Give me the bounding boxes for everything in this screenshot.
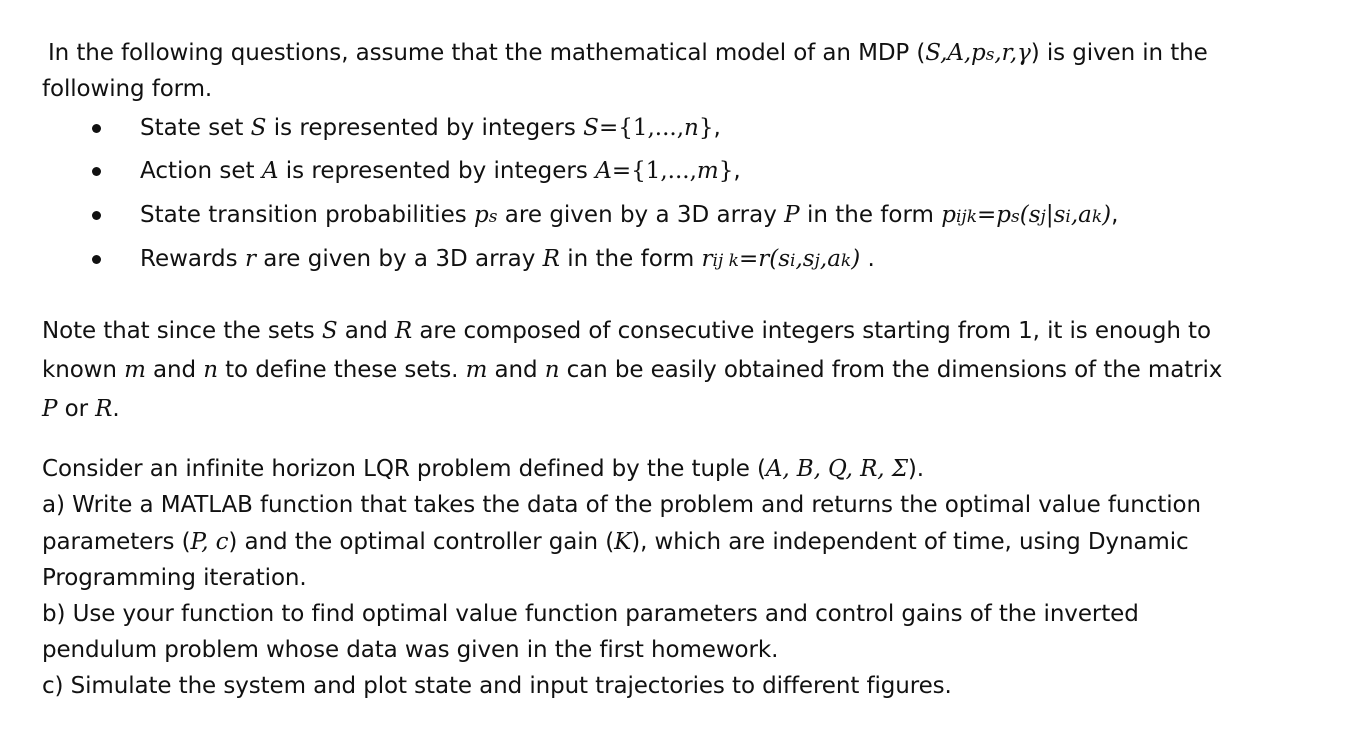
math-state-set: S	[583, 115, 599, 141]
math-m: m	[465, 357, 488, 383]
intro-line-1	[48, 38, 1208, 70]
math-ps: ps	[474, 202, 498, 228]
bullet-text: in the form	[799, 202, 942, 228]
note-text: or	[57, 396, 96, 422]
bullet-text: Action set	[140, 158, 262, 184]
bullet-text: Rewards	[140, 246, 245, 272]
math-A: A	[261, 158, 279, 184]
lqr-text: ).	[907, 456, 924, 482]
bullet-text: .	[860, 246, 875, 272]
lqr-line-3	[42, 527, 1189, 557]
math-P: P	[42, 396, 58, 422]
note-text: .	[112, 396, 120, 422]
math-n: n	[544, 357, 560, 383]
mdp-tuple-math: S,A,ps,r,γ	[925, 40, 1031, 66]
bullet-text: are given by a 3D array	[497, 202, 785, 228]
bullet-text: ,	[733, 158, 741, 184]
intro-text-end: ) is given in the	[1030, 40, 1208, 66]
note-line-1	[42, 316, 1211, 346]
lqr-text: ), which are independent of time, using Dynamic	[631, 529, 1189, 555]
note-text: known	[42, 357, 125, 383]
lqr-text: parameters (	[42, 529, 191, 555]
lqr-text: ) and the optimal controller gain (	[228, 529, 615, 555]
document-page: In the following questions, assume that the mathematical model of an MDP (S,A,ps,r,γ) is given in the following form. State set S is represented by integers S={1,...,n}, Action set A is represented by integers A={1,...,m}, State transition probabilities ps are given by a 3D array P in the form pijk=ps(sj|si,ak), Rewards r are given by a 3D array R in the form rij k=r(si,sj,ak) . Note that since the sets S and R are composed of consecutive integers starting from 1, it is enough to known m and n to define these sets. m and n can be easily obtained from the dimensions of the matrix P or R. Consider an infinite horizon LQR problem defined by the tuple (A, B, Q, R, Σ). a) Write a MATLAB function that takes the data of the problem and returns the optimal value function parameters (P, c) and the optimal controller gain (K), which are independent of time, using Dynamic Programming iteration. b) Use your function to find optimal value function parameters and control gains of the inverted pendulum problem whose data was given in the first homework. c) Simulate the system and plot state and input trajectories to different figures.	[42, 40, 1223, 699]
intro-line-2: following form.	[42, 76, 213, 102]
math-action-set: A	[595, 158, 612, 184]
math-P-c: P, c	[190, 529, 229, 555]
bullet-icon	[92, 124, 101, 133]
math-S: S	[321, 318, 338, 344]
math-P: P	[784, 202, 800, 228]
math-S: S	[250, 115, 267, 141]
intro-text: In the following questions, assume that the mathematical model of an MDP (	[48, 40, 926, 66]
bullet-icon	[92, 167, 101, 176]
math-R: R	[394, 318, 413, 344]
bullet-text: ,	[713, 115, 721, 141]
math-transition-formula: pijk=ps(sj|si,ak)	[941, 202, 1112, 228]
bullet-text: ,	[1111, 202, 1119, 228]
lqr-part-c: c) Simulate the system and plot state and input trajectories to different figures.	[42, 673, 952, 699]
bullet-icon	[92, 255, 101, 264]
note-line-3	[42, 394, 120, 424]
lqr-part-a: a) Write a MATLAB function that takes the data of the problem and returns the optimal value function	[42, 492, 1201, 518]
lqr-part-b: b) Use your function to find optimal value function parameters and control gains of the inverted	[42, 601, 1139, 627]
math-R: R	[542, 246, 560, 272]
note-text: and	[487, 357, 545, 383]
note-line-2	[42, 355, 1222, 385]
math-lqr-tuple: A, B, Q, R, Σ	[765, 456, 908, 482]
math-r: r	[244, 246, 256, 272]
note-text: can be easily obtained from the dimensions of the matrix	[559, 357, 1223, 383]
note-text: Note that since the sets	[42, 318, 322, 344]
bullet-text: in the form	[559, 246, 702, 272]
lqr-line-4: Programming iteration.	[42, 565, 307, 591]
math-K: K	[614, 529, 632, 555]
bullet-text: is represented by integers	[278, 158, 596, 184]
bullet-text: State transition probabilities	[140, 202, 475, 228]
math-m: m	[124, 357, 146, 383]
math-reward-formula: rij k=r(si,sj,ak)	[701, 246, 861, 272]
note-text: are composed of consecutive integers starting from 1, it is enough to	[412, 318, 1211, 344]
note-text: to define these sets.	[217, 357, 466, 383]
bullet-icon	[92, 211, 101, 220]
lqr-line-1	[42, 454, 924, 484]
bullet-text: State set	[140, 115, 251, 141]
bullet-text: is represented by integers	[266, 115, 584, 141]
note-text: and	[337, 318, 395, 344]
lqr-line-6: pendulum problem whose data was given in the first homework.	[42, 637, 779, 663]
lqr-text: Consider an infinite horizon LQR problem defined by the tuple (	[42, 456, 766, 482]
note-text: and	[145, 357, 204, 383]
math-R: R	[95, 396, 113, 422]
bullet-text: are given by a 3D array	[255, 246, 543, 272]
math-n: n	[203, 357, 218, 383]
